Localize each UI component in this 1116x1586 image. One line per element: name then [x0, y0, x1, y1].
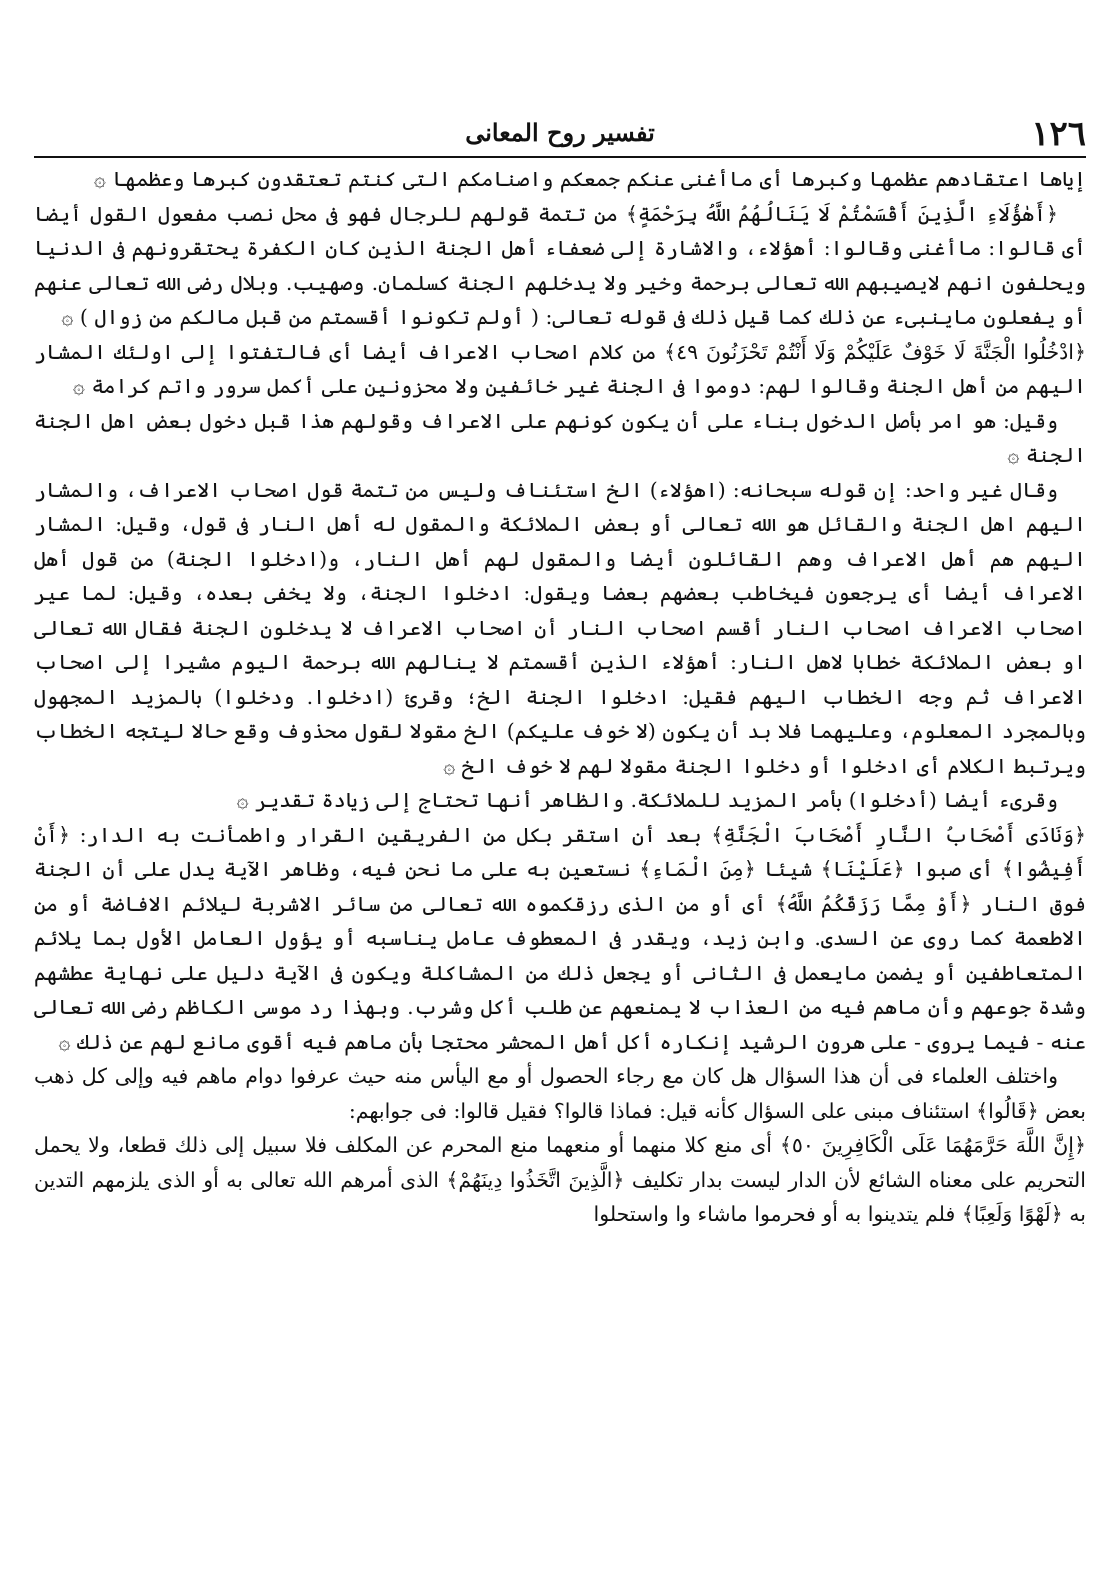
page-header — [34, 112, 1086, 158]
page-number: ١٢٦ — [1031, 114, 1086, 154]
book-page — [34, 112, 1086, 1562]
paragraph: ﴿أَهٰؤُلَاءِ الَّذِينَ أَقْسَمْتُمْ لَا يَنَالُهُمُ اللَّهُ بِرَحْمَةٍ﴾ من تتمة قولهم للرجال فهو فى محل نصب مفعول القول أيضا أى قالوا: ماأغنى وقالوا: أهؤلاء، والاشارة إلى ضعفاء أهل الجنة الذين كان الكفرة يحتقرونهم فى الدنيا ويحلفون انهم لايصيبهم الله تعالى برحمة وخير ولا يدخلهم الجنة كسلمان. وصهيب. وبلال رضى الله تعالى عنهم أو يفعلون ماينبىء عن ذلك كما قيل ذلك فى قوله تعالى: ( أولم تكونوا أقسمتم من قبل مالكم من زوال ) ۞ — [34, 201, 1086, 329]
paragraph: وقرىء أيضا (أدخلوا) بأمر المزيد للملائكة. والظاهر أنها تحتاج إلى زيادة تقدير ۞ — [236, 788, 1058, 812]
paragraph: ﴿إِنَّ اللَّهَ حَرَّمَهُمَا عَلَى الْكَافِرِينَ ٥٠﴾ أى منع كلا منهما أو منعهما منع المحرم عن المكلف فلا سبيل إلى ذلك قطعا، ولا يحمل التحريم على معناه الشائع لأن الدار ليست بدار تكليف ﴿الَّذِينَ اتَّخَذُوا دِينَهُمْ﴾ الذى أمرهم الله تعالى به أو الذى يلزمهم التدين به ﴿لَهْوًا وَلَعِبًا﴾ فلم يتدينوا به أو فحرموا ماشاء وا واستحلوا — [34, 1133, 1087, 1226]
paragraph: إياها اعتقادهم عظمها وكبرها أى ماأغنى عنكم جمعكم واصنامكم التى كنتم تعتقدون كبرها وعظمها ۞ — [93, 167, 1086, 191]
paragraph: ﴿ادْخُلُوا الْجَنَّةَ لَا خَوْفٌ عَلَيْكُمْ وَلَا أَنْتُمْ تَحْزَنُونَ ٤٩﴾ من كلام اصحاب الاعراف أيضا أى فالتفتوا إلى اولئك المشار اليهم من أهل الجنة وقالوا لهم: دوموا فى الجنة غير خائفين ولا محزونين على أكمل سرور واتم كرامة ۞ — [34, 339, 1086, 398]
paragraph: وقيل: هو امر بأصل الدخول بناء على أن يكون كونهم على الاعراف وقولهم هذا قبل دخول بعض اهل الجنة الجنة ۞ — [34, 408, 1086, 467]
running-title: تفسير روح المعانى — [465, 118, 655, 147]
body-text — [34, 162, 1086, 1232]
paragraph: ﴿وَنَادَى أَصْحَابُ النَّارِ أَصْحَابَ الْجَنَّةِ﴾ بعد أن استقر بكل من الفريقين القرار واطمأنت به الدار: ﴿أَنْ أَفِيضُوا﴾ أى صبوا ﴿عَلَيْنَا﴾ شيئا ﴿مِنَ الْمَاءِ﴾ نستعين به على ما نحن فيه، وظاهر الآية يدل على أن الجنة فوق النار ﴿أَوْ مِمَّا رَزَقَكُمُ اللَّهُ﴾ أى أو من الذى رزقكموه الله تعالى من سائر الاشربة ليلائم الافاضة أو من الاطعمة كما روى عن السدى. وابن زيد، ويقدر فى المعطوف عامل يناسبه أو يؤول العامل الأول بما يلائم المتعاطفين أو يضمن مايعمل فى الثانى أو يجعل ذلك من المشاكلة ويكون فى الآية دليل على نهاية عطشهم وشدة جوعهم وأن ماهم فيه من العذاب لا يمنعهم عن طلب أكل وشرب. وبهذا رد موسى الكاظم رضى الله تعالى عنه - فيما يروى - على هرون الرشيد إنكاره أكل أهل المحشر محتجا بأن ماهم فيه أقوى مانع لهم عن ذلك ۞ — [34, 822, 1086, 1054]
paragraph: وقال غير واحد: إن قوله سبحانه: (اهؤلاء) الخ استئناف وليس من تتمة قول اصحاب الاعراف، والمشار اليهم اهل الجنة والقائل هو الله تعالى أو بعض الملائكة والمقول له أهل النار فى قول، وقيل: المشار اليهم هم أهل الاعراف وهم القائلون أيضا والمقول لهم أهل النار، و(ادخلوا الجنة) من قول أهل الاعراف أيضا أى يرجعون فيخاطب بعضهم بعضا ويقول: ادخلوا الجنة، ولا يخفى بعده، وقيل: لما عير اصحاب الاعراف اصحاب النار أقسم اصحاب النار أن اصحاب الاعراف لا يدخلون الجنة فقال الله تعالى او بعض الملائكة خطابا لاهل النار: أهؤلاء الذين أقسمتم لا ينالهم الله برحمة اليوم مشيرا إلى اصحاب الاعراف ثم وجه الخطاب اليهم فقيل: ادخلوا الجنة الخ؛ وقرئ (ادخلوا. ودخلوا) بالمزيد المجهول وبالمجرد المعلوم، وعليهما فلا بد أن يكون (لا خوف عليكم) الخ مقولا لقول محذوف وقع حالا ليتجه الخطاب ويرتبط الكلام أى ادخلوا أو دخلوا الجنة مقولا لهم لا خوف الخ ۞ — [34, 477, 1086, 778]
paragraph: واختلف العلماء فى أن هذا السؤال هل كان مع رجاء الحصول أو مع اليأس منه حيث عرفوا دوام ماهم فيه وإلى كل ذهب بعض ﴿قَالُوا﴾ استئناف مبنى على السؤال كأنه قيل: فماذا قالوا؟ فقيل قالوا: فى جوابهم: — [34, 1064, 1086, 1123]
